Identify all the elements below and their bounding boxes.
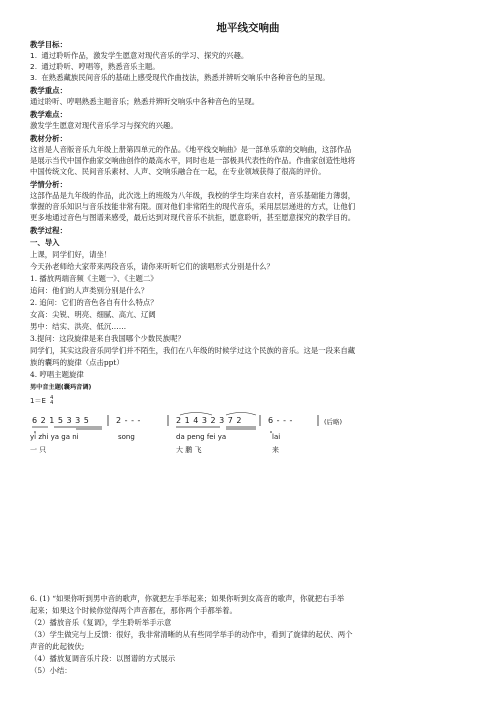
material-line: 中国传统文化、民间音乐素材、人声、交响乐融合在一起，在专业领域获得了很高的评价。: [30, 167, 326, 176]
lyric: 一 只: [30, 446, 47, 454]
slur: [226, 413, 256, 416]
material-line: 这首是人音版音乐九年级上册第四单元的作品。《地平线交响曲》是一部单乐章的交响曲，这部作品: [30, 145, 352, 154]
goal-item: 3. 在熟悉藏族民间音乐的基础上感受现代作曲技法，熟悉并辨听交响乐中各种音色的呈现。: [30, 73, 330, 82]
time-signature: 4 4: [50, 395, 54, 406]
difficulties-text: 激发学生愿意对现代音乐学习与探究的兴趣。: [30, 121, 178, 130]
process-heading: 教学过程：: [30, 226, 67, 235]
process-line: （3）学生做完与上反馈：很好，我非常清晰的从有些同学举手的动作中，看到了旋律的起伏、两个: [30, 630, 353, 639]
process-line: （2）播放音乐《复调》，学生聆听举手示意: [30, 618, 172, 627]
material-line: 是展示当代中国作曲家交响曲创作的最高水平，同时也是一部极具代表性的作品。作曲家创造性地将: [30, 156, 356, 165]
goal-item: 2. 通过聆听、哼唱等，熟悉音乐主题。: [30, 62, 160, 71]
process-line: 女高：尖锐、明亮、细腻、高亢、辽阔: [30, 310, 156, 319]
material-heading: 教材分析：: [30, 134, 67, 143]
pinyin: da peng fei ya: [176, 433, 227, 441]
students-line: 掌握的音乐知识与音乐技能非常有限。面对他们非常陌生的现代音乐，采用层层递进的方式，让他们: [30, 202, 356, 211]
difficulties-heading: 教学难点：: [30, 110, 67, 119]
slur: [180, 413, 212, 416]
process-line: 6. (1) “如果你听到男中音的歌声，你就把左手举起来；如果你听到女高音的歌声，你就把右手举: [30, 594, 345, 603]
music-score: [30, 382, 360, 466]
process-line: 4. 哼唱主题旋律: [30, 370, 84, 379]
measure: 6 - - -: [268, 416, 293, 425]
lyric: 来: [272, 446, 279, 454]
students-line: 这部作品是九年级的作品，此次选上的班级为八年级，我校的学生均来自农村，音乐基础能力薄弱，: [30, 191, 356, 200]
process-line: 2. 追问：它们的音色各自有什么特点？: [30, 298, 158, 307]
section-intro-heading: 一、导入: [30, 238, 60, 247]
process-line: 族的囊玛的旋律（点击ppt）: [30, 358, 124, 367]
measure: 6 2 1 5 3 3 5: [32, 416, 90, 425]
process-line: 今天孙老师给大家带来两段音乐，请你来听听它们的演唱形式分别是什么？: [30, 262, 274, 271]
process-line: 起来；如果这个时候你觉得两个声音都在，那你两个手都举着。: [30, 606, 237, 615]
pinyin: lai: [272, 433, 281, 441]
process-line: （5）小结：: [30, 666, 72, 675]
pinyin: song: [118, 433, 135, 441]
page-title: 地平线交响曲: [216, 22, 280, 34]
students-line: 更多地通过音色与图谱来感受，最后达到对现代音乐不抗拒，愿意聆听，甚至愿意探究的教学目的。: [30, 213, 356, 222]
score-ending: (后略): [324, 418, 343, 426]
score-caption: 男中音主题(囊玛音调): [30, 384, 92, 391]
process-line: 声音的此起彼伏;: [30, 642, 85, 651]
goals-heading: 教学目标：: [30, 40, 67, 49]
process-line: 上课，同学们好，请坐！: [30, 250, 112, 259]
goal-item: 1. 通过聆听作品，激发学生愿意对现代音乐的学习、探究的兴趣。: [30, 51, 249, 60]
process-line: 同学们，其实这段音乐同学们并不陌生，我们在八年级的时候学过这个民族的音乐。这是一段来自藏: [30, 346, 356, 355]
process-line: 1. 播放两端音频《主题一》、《主题二》: [30, 274, 158, 283]
process-line: （4）播放复调音乐片段：以图谱的方式展示: [30, 654, 176, 663]
measure: 2 1 4 3 2 3 7 2: [176, 416, 243, 425]
students-heading: 学情分析：: [30, 180, 67, 189]
process-line: 3.提问：这段旋律是来自我国哪个少数民族呢？: [30, 334, 185, 343]
measure: 2 - - -: [116, 416, 141, 425]
process-line: 追问：他们的人声类别分别是什么？: [30, 286, 149, 295]
pinyin: yi zhi ya ga ni: [30, 433, 79, 441]
key-points-heading: 教学重点：: [30, 86, 67, 95]
key-points-text: 通过聆听、哼唱熟悉主题音乐；熟悉并辨听交响乐中各种音色的呈现。: [30, 97, 260, 106]
score-key-signature: 1＝E 4 4: [30, 395, 54, 406]
process-line: 男中：结实、洪亮、低沉……: [30, 322, 127, 331]
lyric: 大 鹏 飞: [176, 446, 202, 454]
